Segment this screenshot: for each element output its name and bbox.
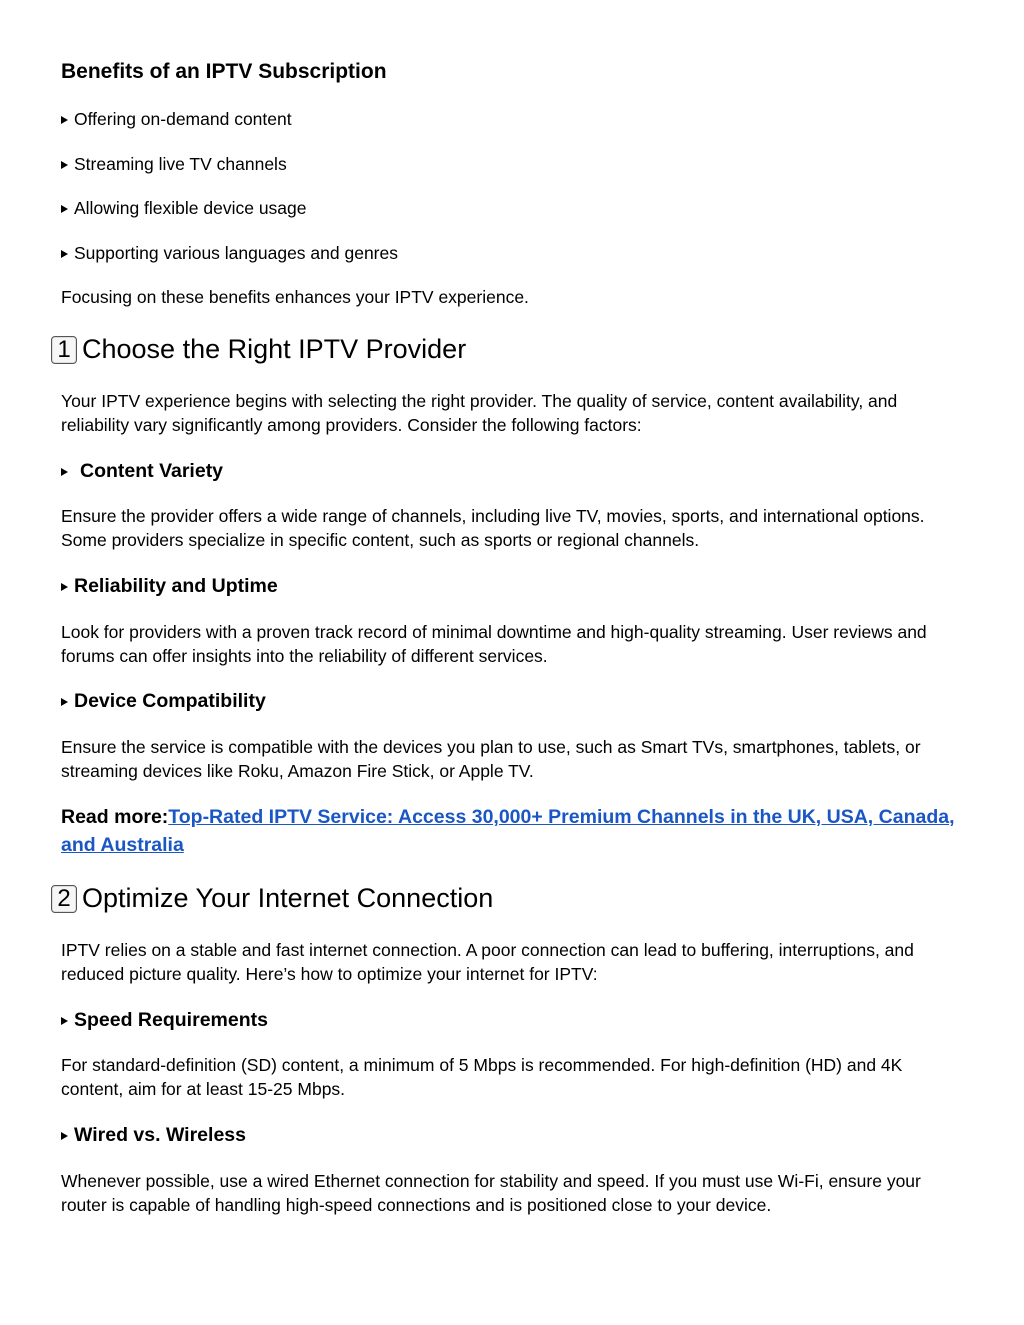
section2-title: Optimize Your Internet Connection (82, 883, 494, 913)
benefit-item (61, 198, 307, 219)
section1-heading (51, 334, 466, 365)
factor-heading-speed (61, 1009, 268, 1032)
factor-heading-wired-wireless (61, 1124, 246, 1147)
read-more (61, 803, 961, 859)
benefits-summary: Focusing on these benefits enhances your IPTV experience. (61, 287, 529, 307)
bullet-triangle-icon (61, 583, 68, 591)
factor-title: Wired vs. Wireless (74, 1124, 246, 1146)
section2-intro: IPTV relies on a stable and fast internet connection. A poor connection can lead to buffering, interruptions, and reduced picture quality. Here’s how to optimize your internet for IPTV: (61, 940, 914, 984)
benefit-item-text: Allowing flexible device usage (74, 198, 307, 218)
benefits-heading: Benefits of an IPTV Subscription (61, 60, 387, 83)
benefit-item (61, 154, 287, 175)
bullet-triangle-icon (61, 1017, 68, 1025)
bullet-triangle-icon (61, 468, 68, 476)
factor-text: Ensure the provider offers a wide range of channels, including live TV, movies, sports, and international options. Some providers specialize in specific content, such as sports or regional channels. (61, 506, 925, 550)
bullet-triangle-icon (61, 250, 68, 258)
read-more-link[interactable]: Top-Rated IPTV Service: Access 30,000+ Premium Channels in the UK, USA, Canada, and Australia (61, 806, 955, 856)
benefit-item-text: Offering on-demand content (74, 109, 292, 129)
bullet-triangle-icon (61, 698, 68, 706)
section2-heading (51, 883, 493, 914)
bullet-triangle-icon (61, 161, 68, 169)
factor-title: Reliability and Uptime (74, 575, 278, 597)
benefit-item (61, 109, 292, 130)
keycap-two-icon: 2 (51, 885, 77, 913)
factor-text: Whenever possible, use a wired Ethernet connection for stability and speed. If you must use Wi-Fi, ensure your router is capable of handling high-speed connections and is positioned close to your device. (61, 1171, 921, 1215)
factor-heading-reliability (61, 575, 278, 598)
benefit-item-text: Streaming live TV channels (74, 154, 287, 174)
factor-text: Ensure the service is compatible with the devices you plan to use, such as Smart TVs, smartphones, tablets, or streaming devices like Roku, Amazon Fire Stick, or Apple TV. (61, 737, 921, 781)
factor-text: Look for providers with a proven track record of minimal downtime and high-quality streaming. User reviews and forums can offer insights into the reliability of different services. (61, 622, 927, 666)
factor-heading-device-compatibility (61, 690, 266, 713)
benefit-item (61, 243, 398, 264)
factor-heading-content-variety (61, 460, 223, 483)
factor-text: For standard-definition (SD) content, a minimum of 5 Mbps is recommended. For high-definition (HD) and 4K content, aim for at least 15-25 Mbps. (61, 1055, 903, 1099)
bullet-triangle-icon (61, 116, 68, 124)
factor-title: Speed Requirements (74, 1009, 268, 1031)
bullet-triangle-icon (61, 1132, 68, 1140)
read-more-label: Read more: (61, 806, 169, 828)
section1-intro: Your IPTV experience begins with selecting the right provider. The quality of service, content availability, and reliability vary significantly among providers. Consider the following factors: (61, 391, 898, 435)
bullet-triangle-icon (61, 205, 68, 213)
factor-title: Device Compatibility (74, 690, 266, 712)
benefit-item-text: Supporting various languages and genres (74, 243, 398, 263)
factor-title: Content Variety (80, 460, 224, 482)
keycap-one-icon: 1 (51, 336, 77, 364)
section1-title: Choose the Right IPTV Provider (82, 334, 467, 364)
